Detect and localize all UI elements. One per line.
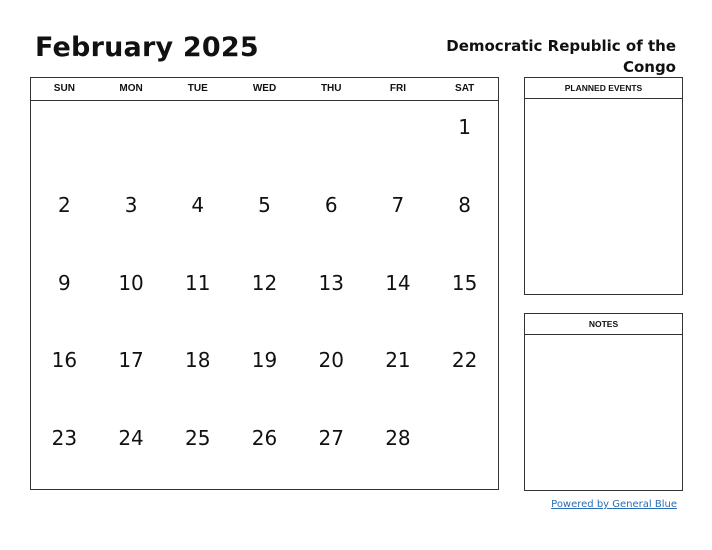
weekday-fri: FRI bbox=[389, 83, 406, 94]
day-cell: 15 bbox=[451, 270, 478, 295]
day-cell bbox=[365, 100, 432, 178]
day-cell: 5 bbox=[258, 192, 271, 217]
planned-events-heading: PLANNED EVENTS bbox=[525, 78, 682, 99]
day-cell: 8 bbox=[458, 192, 471, 217]
calendar-grid bbox=[30, 77, 499, 490]
day-grid bbox=[31, 100, 498, 489]
planned-events-panel bbox=[524, 77, 683, 295]
day-cell: 23 bbox=[51, 426, 78, 451]
day-cell: 22 bbox=[451, 348, 478, 373]
weekday-mon: MON bbox=[119, 83, 143, 94]
day-cell: 3 bbox=[124, 192, 138, 217]
day-cell: 20 bbox=[318, 348, 344, 373]
day-cell: 25 bbox=[185, 426, 211, 451]
day-cell: 21 bbox=[385, 348, 411, 373]
weekday-sun: SUN bbox=[53, 83, 75, 94]
day-cell bbox=[431, 411, 498, 489]
weekday-tue: TUE bbox=[187, 83, 208, 94]
notes-panel bbox=[524, 313, 683, 491]
day-cell: 18 bbox=[185, 348, 211, 373]
day-cell: 9 bbox=[57, 270, 71, 295]
day-cell: 10 bbox=[118, 270, 144, 295]
day-cell: 14 bbox=[385, 270, 411, 295]
day-cell: 6 bbox=[324, 192, 338, 217]
day-cell: 12 bbox=[251, 270, 278, 295]
weekday-sat: SAT bbox=[455, 83, 475, 94]
day-cell bbox=[98, 100, 165, 178]
day-cell: 19 bbox=[251, 348, 278, 373]
weekday-header bbox=[31, 78, 498, 101]
day-cell: 1 bbox=[458, 115, 471, 139]
day-cell: 11 bbox=[185, 270, 211, 295]
day-cell: 28 bbox=[385, 426, 411, 451]
day-cell: 27 bbox=[318, 426, 344, 451]
country-name: Democratic Republic of the Congo bbox=[446, 37, 676, 76]
day-cell bbox=[164, 100, 231, 178]
day-cell bbox=[31, 100, 98, 178]
page-title: February 2025 bbox=[35, 32, 259, 63]
notes-heading: NOTES bbox=[525, 314, 682, 335]
weekday-thu: THU bbox=[320, 83, 342, 94]
day-cell bbox=[231, 100, 298, 178]
day-cell: 2 bbox=[57, 192, 71, 217]
day-cell: 13 bbox=[318, 270, 344, 295]
day-cell: 16 bbox=[51, 348, 78, 373]
day-cell: 26 bbox=[251, 426, 278, 451]
powered-by-link[interactable]: Powered by General Blue bbox=[551, 499, 677, 510]
weekday-wed: WED bbox=[252, 83, 277, 94]
day-cell: 24 bbox=[118, 426, 144, 451]
day-cell: 17 bbox=[118, 348, 144, 373]
day-cell: 4 bbox=[191, 192, 205, 217]
day-cell: 7 bbox=[391, 192, 405, 217]
day-cell bbox=[298, 100, 365, 178]
